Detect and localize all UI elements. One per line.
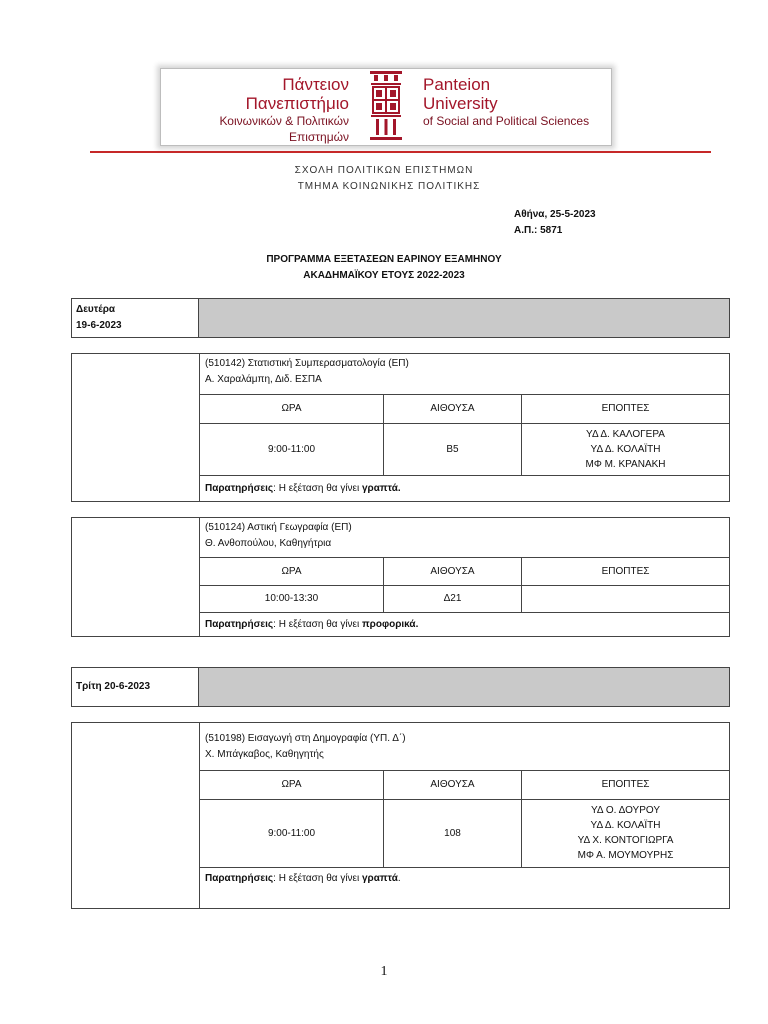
supervisors-header: ΕΠΟΠΤΕΣ [522, 395, 730, 423]
exam-empty-cell [72, 354, 200, 501]
logo-greek-line2: Πανεπιστήμιο [245, 94, 349, 113]
exam-schedule-table [200, 395, 729, 476]
supervisor: ΜΦ Μ. ΚΡΑΝΑΚΗ [585, 458, 666, 470]
exam-remarks [200, 613, 729, 637]
remarks-mode: προφορικά. [362, 618, 419, 630]
logo-greek-text [161, 75, 349, 145]
day-header [71, 667, 730, 707]
day-header-fill [199, 299, 729, 337]
day-header-fill [199, 668, 729, 706]
school-name: ΣΧΟΛΗ ΠΟΛΙΤΙΚΩΝ ΕΠΙΣΤΗΜΩΝ [294, 165, 474, 176]
time-header: ΩΡΑ [200, 771, 384, 799]
logo-english-line3: of Social and Political Sciences [423, 114, 590, 128]
room-header: ΑΙΘΟΥΣΑ [384, 395, 522, 423]
exam-supervisors [522, 423, 730, 475]
department-name: ΤΜΗΜΑ ΚΟΙΝΩΝΙΚΗΣ ΠΟΛΙΤΙΚΗΣ [297, 181, 481, 192]
day-name: Τρίτη 20-6-2023 [76, 681, 151, 692]
exam-empty-cell [72, 518, 200, 636]
day-date: 19-6-2023 [76, 320, 122, 331]
exam-remarks [200, 476, 729, 502]
page-number: 1 [380, 964, 388, 979]
exam-remarks: Παρατηρήσεις : Η εξέταση θα γίνει γραπτά . [205, 872, 401, 884]
supervisors-header: ΕΠΟΠΤΕΣ [522, 558, 730, 585]
remarks-mode: γραπτά [362, 872, 398, 884]
university-logo [160, 68, 612, 146]
exam-block [71, 353, 730, 502]
exam-time: 9:00-11:00 [200, 799, 384, 867]
remarks-text: : Η εξέταση θα γίνει [273, 618, 362, 630]
course-info [200, 354, 729, 395]
course-info [200, 518, 729, 558]
logo-greek-line1: Πάντειον [282, 75, 349, 94]
exam-block [71, 517, 730, 637]
supervisor: ΥΔ Δ. ΚΟΛΑΪΤΗ [590, 820, 661, 831]
emblem-icon [368, 71, 404, 141]
supervisor: ΥΔ Ο. ΔΟΥΡΟΥ [590, 805, 660, 816]
exam-time: 9:00-11:00 [200, 423, 384, 475]
document-date: Αθήνα, 25-5-2023 [514, 209, 596, 220]
course-title: (510142) Στατιστική Συμπερασματολογία (ΕΠ) [205, 358, 409, 369]
supervisor: ΥΔ Χ. ΚΟΝΤΟΓΙΩΡΓΑ [577, 835, 674, 846]
course-instructor: Χ. Μπάγκαβος, Καθηγητής [205, 749, 324, 760]
exam-room: Δ21 [384, 585, 522, 612]
logo-english-line2: University [423, 94, 498, 113]
supervisor: ΥΔ Δ. ΚΟΛΑΪΤΗ [590, 443, 661, 455]
course-instructor: Θ. Ανθοπούλου, Καθηγήτρια [205, 538, 332, 549]
exam-schedule-table [200, 771, 729, 868]
document-title-line2: ΑΚΑΔΗΜΑΪΚΟΥ ΕΤΟΥΣ 2022-2023 [303, 270, 465, 281]
exam-room: Β5 [384, 423, 522, 475]
room-header: ΑΙΘΟΥΣΑ [384, 771, 522, 799]
document-title-line1: ΠΡΟΓΡΑΜΜΑ ΕΞΕΤΑΣΕΩΝ ΕΑΡΙΝΟΥ ΕΞΑΜΗΝΟΥ [266, 254, 502, 265]
day-header [71, 298, 730, 338]
day-name: Δευτέρα [76, 304, 116, 315]
time-header: ΩΡΑ [200, 558, 384, 585]
supervisor: ΥΔ Δ. ΚΑΛΟΓΕΡΑ [586, 428, 665, 440]
exam-supervisors [522, 799, 730, 867]
remarks-label: Παρατηρήσεις [205, 482, 274, 494]
header-divider [90, 151, 711, 153]
course-title: (510198) Εισαγωγή στη Δημογραφία (ΥΠ. Δ΄) [205, 733, 406, 744]
exam-block [71, 722, 730, 909]
remarks-label: Παρατηρήσεις [205, 618, 274, 630]
logo-english-line1: Panteion [423, 75, 491, 94]
room-header: ΑΙΘΟΥΣΑ [384, 558, 522, 585]
exam-room: 108 [384, 799, 522, 867]
day-label [72, 668, 199, 706]
remarks-text: : Η εξέταση θα γίνει [273, 872, 362, 884]
exam-empty-cell [72, 723, 200, 908]
logo-english-text [423, 75, 589, 129]
remarks-mode: γραπτά. [362, 482, 401, 494]
exam-schedule-table [200, 558, 729, 613]
remarks-text: : Η εξέταση θα γίνει [273, 482, 362, 494]
logo-greek-line3: Κοινωνικών & Πολιτικών Επιστημών [219, 114, 349, 144]
exam-time: 10:00-13:30 [200, 585, 384, 612]
time-header: ΩΡΑ [200, 395, 384, 423]
remarks-label: Παρατηρήσεις [205, 872, 274, 884]
protocol-number: Α.Π.: 5871 [514, 225, 563, 236]
exam-supervisors [522, 585, 730, 612]
course-info [200, 723, 729, 771]
supervisors-header: ΕΠΟΠΤΕΣ [522, 771, 730, 799]
day-label [72, 299, 199, 337]
supervisor: ΜΦ Α. ΜΟΥΜΟΥΡΗΣ [577, 850, 674, 861]
course-instructor: Α. Χαραλάμπη, Διδ. ΕΣΠΑ [205, 374, 322, 385]
course-title: (510124) Αστική Γεωγραφία (ΕΠ) [205, 522, 352, 533]
